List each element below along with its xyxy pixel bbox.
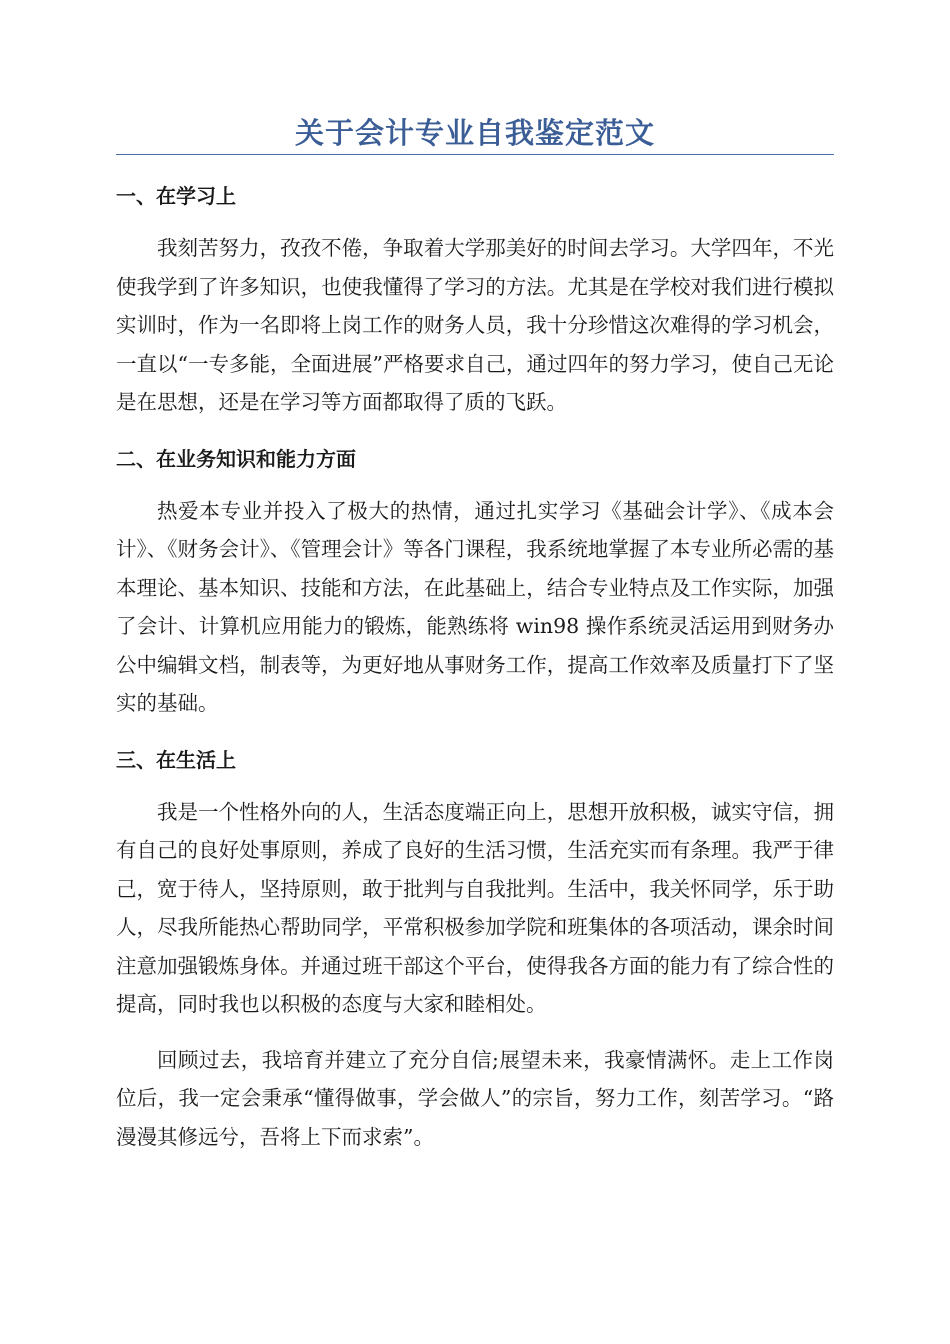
title-underline bbox=[116, 154, 834, 155]
section-heading-life: 三、在生活上 bbox=[116, 747, 236, 772]
section-heading-professional-skills: 二、在业务知识和能力方面 bbox=[116, 446, 356, 471]
document-title: 关于会计专业自我鉴定范文 bbox=[294, 116, 655, 150]
section-paragraph-study: 我刻苦努力，孜孜不倦，争取着大学那美好的时间去学习。大学四年，不光使我学到了许多知识，也使我懂得了学习的方法。尤其是在学校对我们进行模拟实训时，作为一名即将上岗工作的财务人员，我十分珍惜这次难得的学习机会，一直以“一专多能，全面进展”严格要求自己，通过四年的努力学习，使自己无论是在思想，还是在学习等方面都取得了质的飞跃。 bbox=[116, 236, 834, 414]
section-paragraph-life: 我是一个性格外向的人，生活态度端正向上，思想开放积极，诚实守信，拥有自己的良好处事原则，养成了良好的生活习惯，生活充实而有条理。我严于律己，宽于待人，坚持原则，敢于批判与自我批判。生活中，我关怀同学，乐于助人，尽我所能热心帮助同学，平常积极参加学院和班集体的各项活动，课余时间注意加强锻炼身体。并通过班干部这个平台，使得我各方面的能力有了综合性的提高，同时我也以积极的态度与大家和睦相处。 bbox=[116, 799, 834, 1016]
section-paragraph-professional-skills: 热爱本专业并投入了极大的热情，通过扎实学习《基础会计学》、《成本会计》、《财务会计》、《管理会计》等各门课程，我系统地掌握了本专业所必需的基本理论、基本知识、技能和方法，在此基础上，结合专业特点及工作实际，加强了会计、计算机应用能力的锻炼，能熟练将 win98 操作系统灵活运用到财务办公中编辑文档，制表等，为更好地从事财务工作，提高工作效率及质量打下了坚实的基础。 bbox=[116, 498, 834, 715]
closing-paragraph: 回顾过去，我培育并建立了充分自信;展望未来，我豪情满怀。走上工作岗位后，我一定会秉承“懂得做事，学会做人”的宗旨，努力工作，刻苦学习。“路漫漫其修远兮，吾将上下而求索”。 bbox=[116, 1047, 834, 1149]
document-page bbox=[116, 112, 834, 1156]
section-heading-study: 一、在学习上 bbox=[116, 184, 236, 208]
